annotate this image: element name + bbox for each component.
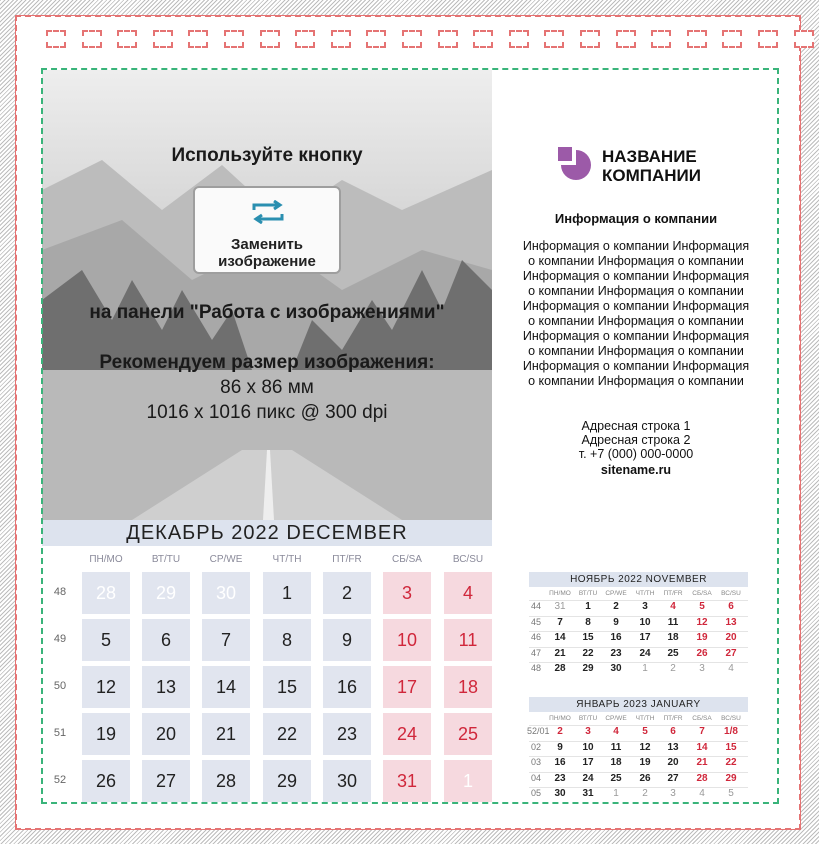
mini-day: 2 xyxy=(670,663,676,674)
day-cell: 5 xyxy=(82,619,130,661)
mini-day: 14 xyxy=(696,741,708,753)
mini-weekday: ВС/SU xyxy=(721,715,741,722)
replace-image-button[interactable] xyxy=(193,186,341,274)
info-line: о компании Информация о компании xyxy=(528,254,744,268)
mini-day: 1 xyxy=(585,601,591,612)
mini-day: 22 xyxy=(725,757,737,768)
day-cell: 23 xyxy=(323,713,371,755)
day-cell: 6 xyxy=(142,619,190,661)
day-cell: 15 xyxy=(263,666,311,708)
mini-day: 12 xyxy=(639,741,651,753)
weekday-label: ПН/MO xyxy=(89,554,123,565)
company-name-line-2: КОМПАНИИ xyxy=(602,166,701,185)
binding-hole xyxy=(46,30,66,48)
phone: т. +7 (000) 000-0000 xyxy=(578,447,694,461)
day-cell: 28 xyxy=(82,572,130,614)
day-cell: 28 xyxy=(202,760,250,802)
mini-day: 6 xyxy=(670,726,676,737)
mini-week-number: 52/01 xyxy=(527,726,550,736)
company-logo-icon xyxy=(557,146,595,184)
mini-day: 19 xyxy=(639,757,651,768)
mini-week-number: 05 xyxy=(530,788,541,798)
binding-hole xyxy=(509,30,529,48)
mini-weekday: СБ/SA xyxy=(692,590,712,597)
mini-day: 23 xyxy=(610,647,622,659)
mini-day: 21 xyxy=(696,757,708,768)
mini-day: 1 xyxy=(642,663,648,674)
mini-day: 4 xyxy=(728,663,734,674)
mini-calendar-title: НОЯБРЬ 2022 NOVEMBER xyxy=(529,572,748,587)
use-button-text: Используйте кнопку xyxy=(171,145,363,166)
mini-day: 10 xyxy=(582,741,594,753)
mini-day: 18 xyxy=(667,632,679,643)
mini-day: 4 xyxy=(613,726,619,737)
mini-day: 17 xyxy=(582,757,594,768)
mini-week-number: 44 xyxy=(530,601,541,611)
mini-day: 28 xyxy=(696,772,708,784)
mini-day: 4 xyxy=(670,601,676,612)
mini-day: 26 xyxy=(639,772,651,784)
address-line-1: Адресная строка 1 xyxy=(581,419,691,433)
binding-hole xyxy=(402,30,422,48)
binding-hole xyxy=(651,30,671,48)
mini-day: 18 xyxy=(610,757,622,768)
binding-hole xyxy=(82,30,102,48)
mini-day: 9 xyxy=(613,616,619,628)
button-label-line-2: изображение xyxy=(218,253,316,270)
mini-day: 30 xyxy=(610,663,622,674)
info-line: о компании Информация о компании xyxy=(528,314,744,328)
weekday-label: СР/WE xyxy=(209,554,243,565)
binding-hole xyxy=(366,30,386,48)
size-px: 1016 x 1016 пикс @ 300 dpi xyxy=(146,402,388,423)
day-cell: 30 xyxy=(202,572,250,614)
day-cell: 1 xyxy=(444,760,492,802)
mini-day: 7 xyxy=(557,616,563,628)
mini-week-number: 45 xyxy=(530,616,541,627)
day-cell: 12 xyxy=(82,666,130,708)
mini-day: 15 xyxy=(725,741,737,753)
mini-day: 31 xyxy=(554,601,566,612)
info-line: Информация о компании Информация xyxy=(522,359,750,373)
binding-hole xyxy=(758,30,778,48)
mini-day: 21 xyxy=(554,647,566,659)
mini-day: 24 xyxy=(582,772,594,784)
recommend-text: Рекомендуем размер изображения: xyxy=(99,352,435,373)
main-calendar-title: ДЕКАБРЬ 2022 DECEMBER xyxy=(42,520,492,546)
day-cell: 16 xyxy=(323,666,371,708)
day-cell: 27 xyxy=(142,760,190,802)
mini-day: 9 xyxy=(557,741,563,753)
day-cell: 7 xyxy=(202,619,250,661)
mini-week-number: 48 xyxy=(530,663,541,673)
weekday-label: ПТ/FR xyxy=(332,554,362,565)
binding-hole xyxy=(438,30,458,48)
company-name xyxy=(602,147,701,185)
binding-hole xyxy=(153,30,173,48)
mini-calendar-title: ЯНВАРЬ 2023 JANUARY xyxy=(529,697,748,712)
mini-weekday: ВТ/TU xyxy=(578,715,598,722)
mini-day: 20 xyxy=(725,632,737,643)
mini-week-number: 47 xyxy=(530,647,541,658)
mini-day: 27 xyxy=(725,647,737,659)
mini-week-number: 03 xyxy=(530,757,541,767)
day-cell: 4 xyxy=(444,572,492,614)
info-line: о компании Информация о компании xyxy=(528,374,744,388)
mini-day: 23 xyxy=(554,772,566,784)
day-cell: 14 xyxy=(202,666,250,708)
info-title: Информация о компании xyxy=(554,211,718,226)
week-number: 49 xyxy=(53,633,67,645)
binding-hole xyxy=(722,30,742,48)
mini-day: 1 xyxy=(613,788,619,799)
mini-weekday: СР/WE xyxy=(605,590,627,597)
mini-weekday: ЧТ/TH xyxy=(635,590,655,597)
binding-hole xyxy=(224,30,244,48)
mini-day: 16 xyxy=(610,632,622,643)
weekday-label: ВТ/TU xyxy=(151,554,181,565)
mini-weekday: ПТ/FR xyxy=(663,590,683,597)
info-line: о компании Информация о компании xyxy=(528,284,744,298)
info-line: Информация о компании Информация xyxy=(522,269,750,283)
mini-day: 5 xyxy=(699,601,705,612)
info-line: Информация о компании Информация xyxy=(522,329,750,343)
day-cell: 29 xyxy=(263,760,311,802)
day-cell: 21 xyxy=(202,713,250,755)
day-cell: 17 xyxy=(383,666,431,708)
mini-day: 25 xyxy=(667,647,679,659)
mini-day: 3 xyxy=(642,601,648,612)
mini-day: 26 xyxy=(696,647,708,659)
mini-week-number: 04 xyxy=(530,772,541,783)
mini-day: 5 xyxy=(728,788,734,799)
mini-day: 15 xyxy=(582,632,594,643)
mini-day: 29 xyxy=(582,663,594,674)
mini-day: 25 xyxy=(610,772,622,784)
mini-day: 27 xyxy=(667,772,679,784)
binding-hole xyxy=(687,30,707,48)
mini-day: 3 xyxy=(585,726,591,737)
mini-day: 3 xyxy=(699,663,705,674)
size-mm: 86 x 86 мм xyxy=(220,377,314,398)
mini-weekday: ПН/MO xyxy=(549,590,571,597)
mini-day: 10 xyxy=(639,616,651,628)
mini-day: 13 xyxy=(667,741,679,753)
info-line: Информация о компании Информация xyxy=(522,239,750,253)
company-name-line-1: НАЗВАНИЕ xyxy=(602,147,697,166)
weekday-label: СБ/SA xyxy=(392,554,422,565)
binding-hole xyxy=(616,30,636,48)
binding-hole xyxy=(331,30,351,48)
binding-hole xyxy=(295,30,315,48)
mini-weekday: ЧТ/TH xyxy=(635,715,655,722)
mini-day: 14 xyxy=(554,632,566,643)
panel-text: на панели "Работа с изображениями" xyxy=(89,302,445,323)
mini-day: 3 xyxy=(670,788,676,799)
day-cell: 11 xyxy=(444,619,492,661)
mini-day: 11 xyxy=(667,616,679,628)
mini-day: 30 xyxy=(554,788,566,799)
mini-weekday: ПТ/FR xyxy=(663,715,683,722)
mini-day: 5 xyxy=(642,726,648,737)
image-placeholder[interactable] xyxy=(42,70,492,520)
mini-day: 29 xyxy=(725,772,737,784)
day-cell: 31 xyxy=(383,760,431,802)
mini-day: 11 xyxy=(610,741,622,753)
week-number: 50 xyxy=(53,680,67,692)
mini-day: 2 xyxy=(557,726,563,737)
day-cell: 18 xyxy=(444,666,492,708)
day-cell: 8 xyxy=(263,619,311,661)
mini-day: 13 xyxy=(725,616,737,628)
weekday-label: ЧТ/TH xyxy=(272,554,302,565)
week-number: 52 xyxy=(53,774,67,786)
day-cell: 19 xyxy=(82,713,130,755)
binding-hole xyxy=(188,30,208,48)
mini-day: 24 xyxy=(639,647,651,659)
day-cell: 9 xyxy=(323,619,371,661)
day-cell: 24 xyxy=(383,713,431,755)
mini-day: 12 xyxy=(696,616,708,628)
mini-day: 17 xyxy=(639,632,651,643)
mini-day: 6 xyxy=(728,601,734,612)
day-cell: 30 xyxy=(323,760,371,802)
week-number: 51 xyxy=(53,727,67,739)
mini-weekday: СБ/SA xyxy=(692,715,712,722)
binding-hole xyxy=(580,30,600,48)
info-line: о компании Информация о компании xyxy=(528,344,744,358)
mini-day: 19 xyxy=(696,632,708,643)
mini-day: 1/8 xyxy=(724,726,738,737)
landscape-image xyxy=(42,70,492,520)
weekday-label: ВС/SU xyxy=(452,554,484,565)
binding-hole xyxy=(260,30,280,48)
day-cell: 1 xyxy=(263,572,311,614)
mini-day: 2 xyxy=(613,601,619,612)
day-cell: 13 xyxy=(142,666,190,708)
mini-day: 22 xyxy=(582,647,594,659)
mini-day: 7 xyxy=(699,726,705,737)
mini-weekday: ПН/MO xyxy=(549,715,571,722)
day-cell: 2 xyxy=(323,572,371,614)
info-text xyxy=(500,239,772,389)
day-cell: 10 xyxy=(383,619,431,661)
address-line-2: Адресная строка 2 xyxy=(581,433,691,447)
day-cell: 22 xyxy=(263,713,311,755)
day-cell: 20 xyxy=(142,713,190,755)
day-cell: 29 xyxy=(142,572,190,614)
mini-day: 4 xyxy=(699,788,705,799)
mini-week-number: 02 xyxy=(530,741,541,752)
mini-day: 8 xyxy=(585,616,591,628)
binding-hole xyxy=(473,30,493,48)
mini-day: 2 xyxy=(642,788,648,799)
site-link[interactable]: sitename.ru xyxy=(600,463,672,477)
binding-hole xyxy=(544,30,564,48)
mini-weekday: ВС/SU xyxy=(721,590,741,597)
mini-week-number: 46 xyxy=(530,632,541,642)
mini-weekday: ВТ/TU xyxy=(578,590,598,597)
mini-day: 20 xyxy=(667,757,679,768)
day-cell: 26 xyxy=(82,760,130,802)
swap-icon xyxy=(248,200,288,224)
binding-hole xyxy=(117,30,137,48)
mini-day: 16 xyxy=(554,757,566,768)
day-cell: 25 xyxy=(444,713,492,755)
week-number: 48 xyxy=(53,586,67,598)
day-cell: 3 xyxy=(383,572,431,614)
mini-day: 28 xyxy=(554,663,566,674)
mini-day: 31 xyxy=(582,788,594,799)
info-line: Информация о компании Информация xyxy=(522,299,750,313)
mini-weekday: СР/WE xyxy=(605,715,627,722)
button-label-line-1: Заменить xyxy=(230,236,304,253)
binding-hole xyxy=(794,30,814,48)
